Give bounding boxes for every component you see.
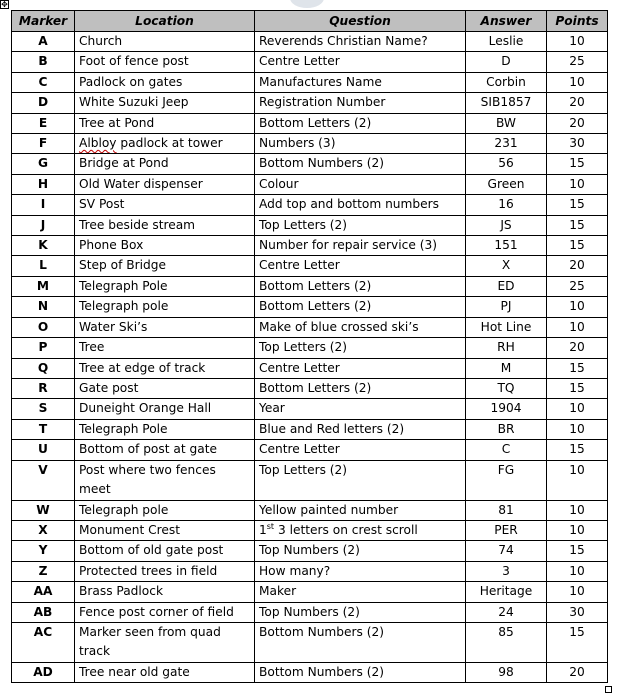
cell-points: 20 [547, 93, 608, 113]
question-text: 3 letters on crest scroll [274, 522, 418, 537]
table-row [12, 541, 608, 561]
table-row [12, 297, 608, 317]
decorative-blob [290, 0, 324, 8]
header-location: Location [75, 11, 255, 32]
cell-answer: 98 [466, 662, 547, 682]
cell-question: Yellow painted number [255, 500, 466, 520]
table-row [12, 113, 608, 133]
cell-location: Post where two fences meet [75, 460, 255, 500]
cell-points: 15 [547, 154, 608, 174]
table-row [12, 500, 608, 520]
cell-answer: Heritage [466, 582, 547, 602]
cell-marker: X [12, 520, 75, 540]
cell-location: Old Water dispenser [75, 174, 255, 194]
table-row [12, 338, 608, 358]
cell-location: Fence post corner of field [75, 602, 255, 622]
cell-question: Top Numbers (2) [255, 541, 466, 561]
cell-points: 15 [547, 622, 608, 662]
table-row [12, 174, 608, 194]
cell-marker: P [12, 338, 75, 358]
cell-answer: 3 [466, 561, 547, 581]
cell-marker: N [12, 297, 75, 317]
cell-marker: H [12, 174, 75, 194]
cell-answer: D [466, 52, 547, 72]
header-answer: Answer [466, 11, 547, 32]
table-row [12, 93, 608, 113]
cell-question: Centre Letter [255, 440, 466, 460]
cell-question: Bottom Numbers (2) [255, 622, 466, 662]
cell-points: 30 [547, 602, 608, 622]
cell-answer: M [466, 358, 547, 378]
cell-answer: 85 [466, 622, 547, 662]
cell-answer: 1904 [466, 399, 547, 419]
cell-marker: J [12, 215, 75, 235]
cell-answer: 81 [466, 500, 547, 520]
table-resize-handle-icon[interactable] [605, 686, 612, 693]
cell-question: Add top and bottom numbers [255, 195, 466, 215]
cell-question: Centre Letter [255, 358, 466, 378]
cell-location: Bridge at Pond [75, 154, 255, 174]
table-row [12, 32, 608, 52]
cell-marker: B [12, 52, 75, 72]
cell-question: Top Letters (2) [255, 460, 466, 500]
table-row [12, 622, 608, 662]
cell-location: Water Ski’s [75, 317, 255, 337]
cell-answer: TQ [466, 378, 547, 398]
cell-answer: 56 [466, 154, 547, 174]
location-text: padlock at tower [116, 136, 223, 151]
cell-answer: ED [466, 276, 547, 296]
table-row [12, 195, 608, 215]
table-row [12, 358, 608, 378]
cell-question: Bottom Letters (2) [255, 378, 466, 398]
table-row [12, 520, 608, 540]
cell-answer: 231 [466, 134, 547, 154]
table-move-handle-icon[interactable]: ✥ [1, 0, 8, 9]
cell-question: Manufactures Name [255, 72, 466, 92]
cell-answer: X [466, 256, 547, 276]
cell-marker: AD [12, 662, 75, 682]
table-row [12, 134, 608, 154]
cell-location: Telegraph Pole [75, 419, 255, 439]
cell-question: Colour [255, 174, 466, 194]
cell-location: Phone Box [75, 236, 255, 256]
cell-points: 20 [547, 256, 608, 276]
cell-points: 25 [547, 276, 608, 296]
cell-answer: BW [466, 113, 547, 133]
cell-location: Telegraph pole [75, 297, 255, 317]
table-body [12, 32, 608, 683]
cell-marker: I [12, 195, 75, 215]
cell-question: Bottom Numbers (2) [255, 662, 466, 682]
cell-answer: BR [466, 419, 547, 439]
cell-answer: FG [466, 460, 547, 500]
cell-points: 15 [547, 541, 608, 561]
cell-marker: D [12, 93, 75, 113]
cell-question [255, 520, 466, 540]
cell-points: 10 [547, 460, 608, 500]
cell-points: 10 [547, 500, 608, 520]
cell-answer: 151 [466, 236, 547, 256]
cell-points: 10 [547, 582, 608, 602]
cell-marker: M [12, 276, 75, 296]
cell-points: 15 [547, 195, 608, 215]
cell-question: Bottom Letters (2) [255, 113, 466, 133]
cell-question: Top Letters (2) [255, 215, 466, 235]
cell-marker: A [12, 32, 75, 52]
cell-answer: Corbin [466, 72, 547, 92]
cell-question: Make of blue crossed ski’s [255, 317, 466, 337]
cell-location: Tree at edge of track [75, 358, 255, 378]
cell-question: Year [255, 399, 466, 419]
question-superscript: st [266, 521, 275, 531]
cell-points: 30 [547, 134, 608, 154]
cell-question: Centre Letter [255, 52, 466, 72]
cell-marker: C [12, 72, 75, 92]
cell-marker: AC [12, 622, 75, 662]
cell-location: Bottom of post at gate [75, 440, 255, 460]
cell-marker: Z [12, 561, 75, 581]
cell-answer: PER [466, 520, 547, 540]
cell-marker: U [12, 440, 75, 460]
cell-question: Reverends Christian Name? [255, 32, 466, 52]
table-row [12, 419, 608, 439]
cell-location: Marker seen from quad track [75, 622, 255, 662]
cell-question: Registration Number [255, 93, 466, 113]
header-row [12, 11, 608, 32]
cell-marker: L [12, 256, 75, 276]
cell-question: Bottom Letters (2) [255, 276, 466, 296]
cell-question: Bottom Numbers (2) [255, 154, 466, 174]
quiz-table [11, 10, 608, 683]
cell-location: White Suzuki Jeep [75, 93, 255, 113]
cell-location: Protected trees in field [75, 561, 255, 581]
cell-answer: RH [466, 338, 547, 358]
cell-points: 10 [547, 399, 608, 419]
cell-answer: JS [466, 215, 547, 235]
cell-question: Number for repair service (3) [255, 236, 466, 256]
cell-location: Step of Bridge [75, 256, 255, 276]
cell-marker: W [12, 500, 75, 520]
cell-answer: 24 [466, 602, 547, 622]
cell-points: 25 [547, 52, 608, 72]
table-row [12, 399, 608, 419]
cell-points: 10 [547, 561, 608, 581]
cell-location: Telegraph pole [75, 500, 255, 520]
cell-marker: R [12, 378, 75, 398]
cell-marker: T [12, 419, 75, 439]
cell-question: How many? [255, 561, 466, 581]
cell-points: 10 [547, 317, 608, 337]
cell-points: 10 [547, 520, 608, 540]
cell-location: Monument Crest [75, 520, 255, 540]
header-marker: Marker [12, 11, 75, 32]
cell-location: Church [75, 32, 255, 52]
table-row [12, 460, 608, 500]
cell-marker: G [12, 154, 75, 174]
cell-answer: 74 [466, 541, 547, 561]
table-row [12, 662, 608, 682]
cell-points: 10 [547, 72, 608, 92]
table-row [12, 378, 608, 398]
cell-location: Tree near old gate [75, 662, 255, 682]
table-row [12, 256, 608, 276]
cell-points: 20 [547, 113, 608, 133]
table-row [12, 582, 608, 602]
cell-question: Centre Letter [255, 256, 466, 276]
cell-points: 10 [547, 32, 608, 52]
cell-location: Tree at Pond [75, 113, 255, 133]
table-row [12, 52, 608, 72]
table-row [12, 276, 608, 296]
cell-location: Tree [75, 338, 255, 358]
table-row [12, 215, 608, 235]
table-row [12, 317, 608, 337]
cell-points: 15 [547, 440, 608, 460]
cell-answer: Green [466, 174, 547, 194]
cell-location: Telegraph Pole [75, 276, 255, 296]
header-points: Points [547, 11, 608, 32]
cell-points: 15 [547, 378, 608, 398]
cell-location: Padlock on gates [75, 72, 255, 92]
cell-location: Duneight Orange Hall [75, 399, 255, 419]
table-row [12, 440, 608, 460]
cell-answer: C [466, 440, 547, 460]
cell-question: Bottom Letters (2) [255, 297, 466, 317]
cell-answer: Leslie [466, 32, 547, 52]
table-row [12, 154, 608, 174]
cell-marker: F [12, 134, 75, 154]
cell-location: Foot of fence post [75, 52, 255, 72]
cell-marker: S [12, 399, 75, 419]
cell-question: Maker [255, 582, 466, 602]
cell-marker: AA [12, 582, 75, 602]
table-row [12, 236, 608, 256]
cell-points: 15 [547, 215, 608, 235]
cell-question: Numbers (3) [255, 134, 466, 154]
question-ordinal: 1 [259, 522, 267, 537]
cell-answer: Hot Line [466, 317, 547, 337]
cell-points: 20 [547, 662, 608, 682]
cell-points: 15 [547, 236, 608, 256]
cell-question: Blue and Red letters (2) [255, 419, 466, 439]
cell-location: Bottom of old gate post [75, 541, 255, 561]
cell-question: Top Letters (2) [255, 338, 466, 358]
cell-location: SV Post [75, 195, 255, 215]
cell-points: 10 [547, 297, 608, 317]
cell-marker: AB [12, 602, 75, 622]
misspelled-word: Albloy [79, 136, 117, 151]
cell-answer: 16 [466, 195, 547, 215]
cell-points: 10 [547, 419, 608, 439]
table-row [12, 561, 608, 581]
cell-location: Gate post [75, 378, 255, 398]
cell-points: 20 [547, 338, 608, 358]
cell-question: Top Numbers (2) [255, 602, 466, 622]
cell-location: Brass Padlock [75, 582, 255, 602]
cell-location [75, 134, 255, 154]
cell-marker: V [12, 460, 75, 500]
cell-answer: SIB1857 [466, 93, 547, 113]
cell-answer: PJ [466, 297, 547, 317]
cell-marker: E [12, 113, 75, 133]
cell-points: 15 [547, 358, 608, 378]
header-question: Question [255, 11, 466, 32]
cell-marker: Y [12, 541, 75, 561]
cell-location: Tree beside stream [75, 215, 255, 235]
table-row [12, 602, 608, 622]
cell-points: 10 [547, 174, 608, 194]
cell-marker: K [12, 236, 75, 256]
table-row [12, 72, 608, 92]
cell-marker: O [12, 317, 75, 337]
cell-marker: Q [12, 358, 75, 378]
